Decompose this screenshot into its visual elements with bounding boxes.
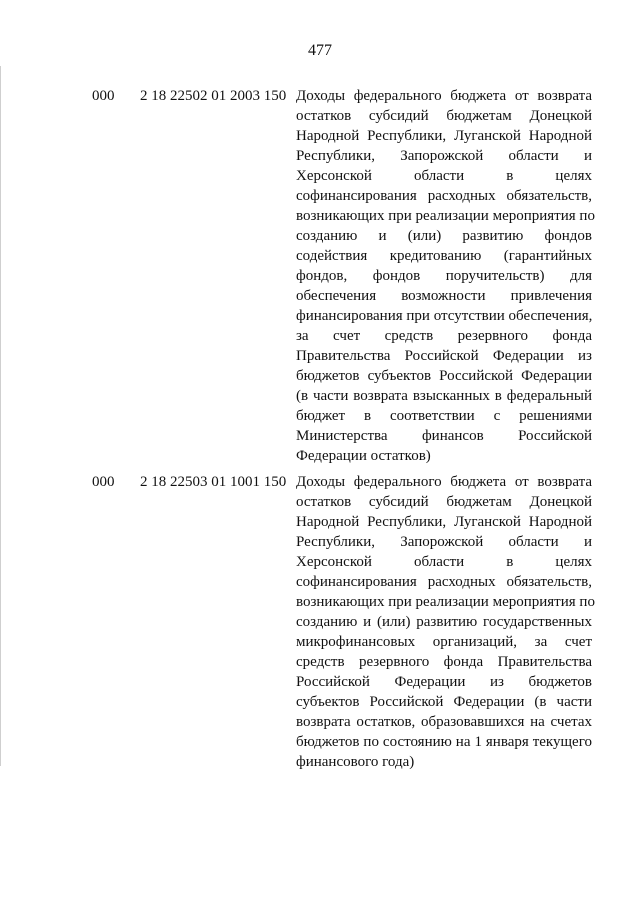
description-line: Республики, Запорожской области и (296, 148, 592, 164)
description-line: Доходы федерального бюджета от возврата (296, 474, 592, 490)
description-line: софинансирования расходных обязательств, (296, 574, 592, 590)
description-line: финансирования при отсутствии обеспечения, (296, 308, 593, 324)
description-line: остатков субсидий бюджетам Донецкой (296, 108, 592, 124)
description-line: Доходы федерального бюджета от возврата (296, 88, 592, 104)
description-line: микрофинансовых организаций, за счет (296, 634, 592, 650)
description-line: бюджетов субъектов Российской Федерации (296, 368, 592, 384)
description-line: фондов, фондов поручительств) для (296, 268, 592, 284)
description-line: возникающих при реализации мероприятия по (296, 208, 595, 224)
page-number: 477 (308, 42, 332, 59)
entry-description (296, 472, 595, 772)
entry-description (296, 86, 595, 466)
description-line: остатков субсидий бюджетам Донецкой (296, 494, 592, 510)
description-line: созданию и (или) развитию фондов (296, 228, 592, 244)
description-line: субъектов Российской Федерации (в части (296, 694, 592, 710)
description-line: возврата остатков, образовавшихся на счетах (296, 714, 592, 730)
description-line: Народной Республики, Луганской Народной (296, 128, 592, 144)
budget-classification-code: 2 18 22502 01 2003 150 (140, 88, 287, 104)
description-line: возникающих при реализации мероприятия по (296, 594, 595, 610)
description-line: средств резервного фонда Правительства (296, 654, 592, 670)
description-line: Народной Республики, Луганской Народной (296, 514, 592, 530)
budget-classification-code: 2 18 22503 01 1001 150 (140, 474, 287, 490)
description-line: Республики, Запорожской области и (296, 534, 592, 550)
admin-code: 000 (92, 88, 115, 104)
description-line: содействия кредитованию (гарантийных (296, 248, 592, 264)
description-line: Российской Федерации из бюджетов (296, 674, 592, 690)
page-edge-shadow (0, 66, 1, 766)
description-line: (в части возврата взысканных в федеральный (296, 388, 592, 404)
description-line: бюджет в соответствии с решениями (296, 408, 592, 424)
description-line: финансового года) (296, 754, 415, 770)
description-line: Правительства Российской Федерации из (296, 348, 592, 364)
admin-code: 000 (92, 474, 115, 490)
description-line: Министерства финансов Российской (296, 428, 592, 444)
description-line: Херсонской области в целях (296, 554, 592, 570)
description-line: созданию и (или) развитию государственных (296, 614, 592, 630)
description-line: обеспечения возможности привлечения (296, 288, 592, 304)
description-line: Херсонской области в целях (296, 168, 592, 184)
description-line: бюджетов по состоянию на 1 января текущего (296, 734, 592, 750)
description-line: за счет средств резервного фонда (296, 328, 592, 344)
description-line: софинансирования расходных обязательств, (296, 188, 592, 204)
description-line: Федерации остатков) (296, 448, 431, 464)
